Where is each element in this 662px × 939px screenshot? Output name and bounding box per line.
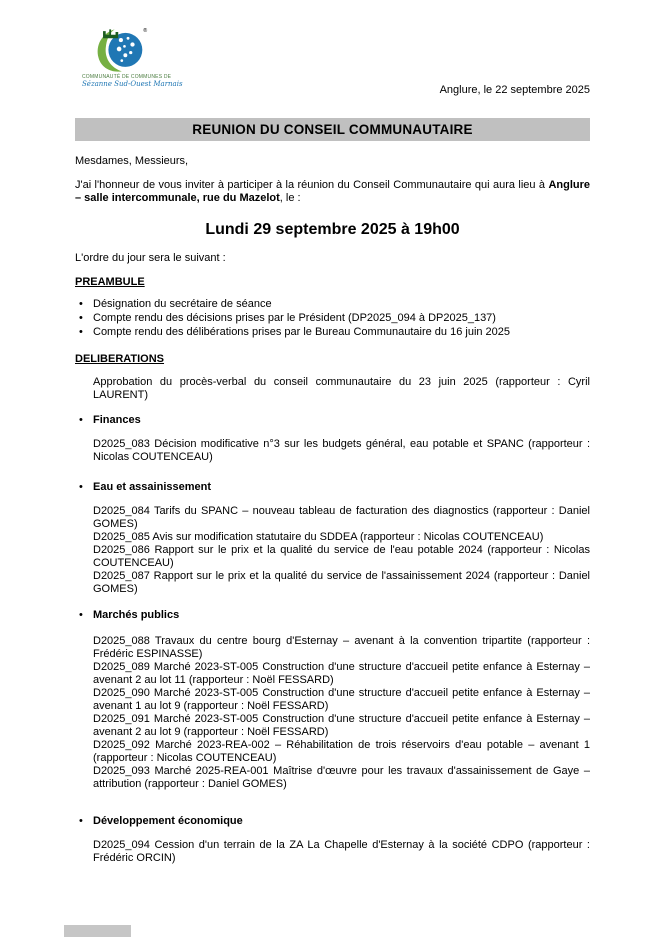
list-item (75, 298, 590, 311)
section-title-text: Marchés publics (93, 609, 180, 621)
section-items-finances (93, 438, 590, 464)
city-date-line: Anglure, le 22 septembre 2025 (439, 84, 590, 96)
section-items-marches-publics (93, 635, 590, 791)
bullet-icon: • (79, 815, 83, 827)
agenda-item: D2025_087 Rapport sur le prix et la qualité du service de l'assainissement 2024 (rapporteur : Daniel GOMES) (93, 570, 590, 595)
section-title-text: Développement économique (93, 815, 243, 827)
agenda-item: D2025_089 Marché 2023-ST-005 Construction d'une structure d'accueil petite enfance à Esternay – avenant 2 au lot 11 (rapporteur : Noël FESSARD) (93, 661, 590, 686)
agenda-item: D2025_092 Marché 2023-REA-002 – Réhabilitation de trois réservoirs d'eau potable – avenant 1 (rapporteur : Nicolas COUTENCEAU) (93, 739, 590, 764)
section-items-eau-assainissement (93, 505, 590, 596)
document-title-bar: REUNION DU CONSEIL COMMUNAUTAIRE (75, 118, 590, 141)
list-item-text: Compte rendu des délibérations prises par le Bureau Communautaire du 16 juin 2025 (93, 326, 511, 338)
list-item (75, 326, 590, 339)
logo-factory-icon (103, 29, 118, 38)
org-name-line2: Sézanne Sud-Ouest Marnais (82, 80, 183, 88)
list-item-text: Compte rendu des décisions prises par le Président (DP2025_094 à DP2025_137) (93, 312, 496, 324)
deliberations-heading: DELIBERATIONS (75, 353, 165, 365)
invitation-location-bold: Anglure – salle intercommunale, rue du Mazelot (75, 179, 590, 204)
invitation-paragraph (75, 179, 590, 205)
section-title-finances (75, 414, 590, 427)
agenda-item: D2025_088 Travaux du centre bourg d'Esternay – avenant à la convention tripartite (rapporteur : Frédéric ESPINASSE) (93, 635, 590, 660)
preambule-list (75, 298, 590, 339)
registered-mark: ® (143, 28, 148, 35)
section-title-developpement-economique (75, 815, 590, 828)
agenda-item: D2025_090 Marché 2023-ST-005 Construction d'une structure d'accueil petite enfance à Esternay – avenant 1 au lot 9 (rapporteur : Noël FESSARD) (93, 687, 590, 712)
agenda-item: D2025_091 Marché 2023-ST-005 Construction d'une structure d'accueil petite enfance à Esternay – avenant 2 au lot 9 (rapporteur : Noël FESSARD) (93, 713, 590, 738)
approbation-paragraph: Approbation du procès-verbal du conseil communautaire du 23 juin 2025 (rapporteur : Cyril LAURENT) (93, 376, 590, 401)
agenda-item: D2025_093 Marché 2025-REA-001 Maîtrise d'œuvre pour les travaux d'assainissement de Gaye – attribution (rapporteur : Daniel GOMES) (93, 765, 590, 790)
bullet-icon: • (79, 298, 83, 310)
list-item (75, 312, 590, 325)
meeting-datetime: Lundi 29 septembre 2025 à 19h00 (205, 221, 460, 238)
salutation: Mesdames, Messieurs, (75, 155, 189, 167)
section-title-text: Finances (93, 414, 141, 426)
agenda-lead: L'ordre du jour sera le suivant : (75, 252, 226, 264)
bullet-icon: • (79, 326, 83, 338)
preambule-heading: PREAMBULE (75, 276, 145, 288)
bullet-icon: • (79, 481, 83, 493)
agenda-item: D2025_085 Avis sur modification statutaire du SDDEA (rapporteur : Nicolas COUTENCEAU) (93, 531, 544, 543)
document-content (75, 0, 590, 865)
section-title-marches-publics (75, 609, 590, 622)
org-name-line1: COMMUNAUTÉ DE COMMUNES DE (82, 74, 172, 80)
logo-graphic (91, 24, 149, 74)
bullet-icon: • (79, 414, 83, 426)
bullet-icon: • (79, 609, 83, 621)
invitation-text-after: , le : (279, 192, 301, 204)
agenda-item: D2025_086 Rapport sur le prix et la qualité du service de l'eau potable 2024 (rapporteur : Nicolas COUTENCEAU) (93, 544, 590, 569)
list-item-text: Désignation du secrétaire de séance (93, 298, 272, 310)
bullet-icon: • (79, 312, 83, 324)
org-logo (82, 24, 183, 89)
section-items-developpement-economique (93, 839, 590, 865)
agenda-item: D2025_084 Tarifs du SPANC – nouveau tableau de facturation des diagnostics (rapporteur : Daniel GOMES) (93, 505, 590, 530)
section-title-text: Eau et assainissement (93, 481, 212, 493)
invitation-text-before: J'ai l'honneur de vous inviter à participer à la réunion du Conseil Communautaire qui aura lieu à (75, 179, 549, 191)
section-title-eau-assainissement (75, 481, 590, 494)
agenda-item: D2025_083 Décision modificative n°3 sur les budgets général, eau potable et SPANC (rapporteur : Nicolas COUTENCEAU) (93, 438, 590, 463)
agenda-item: D2025_094 Cession d'un terrain de la ZA La Chapelle d'Esternay à la société CDPO (rapporteur : Frédéric ORCIN) (93, 839, 590, 864)
footer-bar (64, 925, 131, 937)
